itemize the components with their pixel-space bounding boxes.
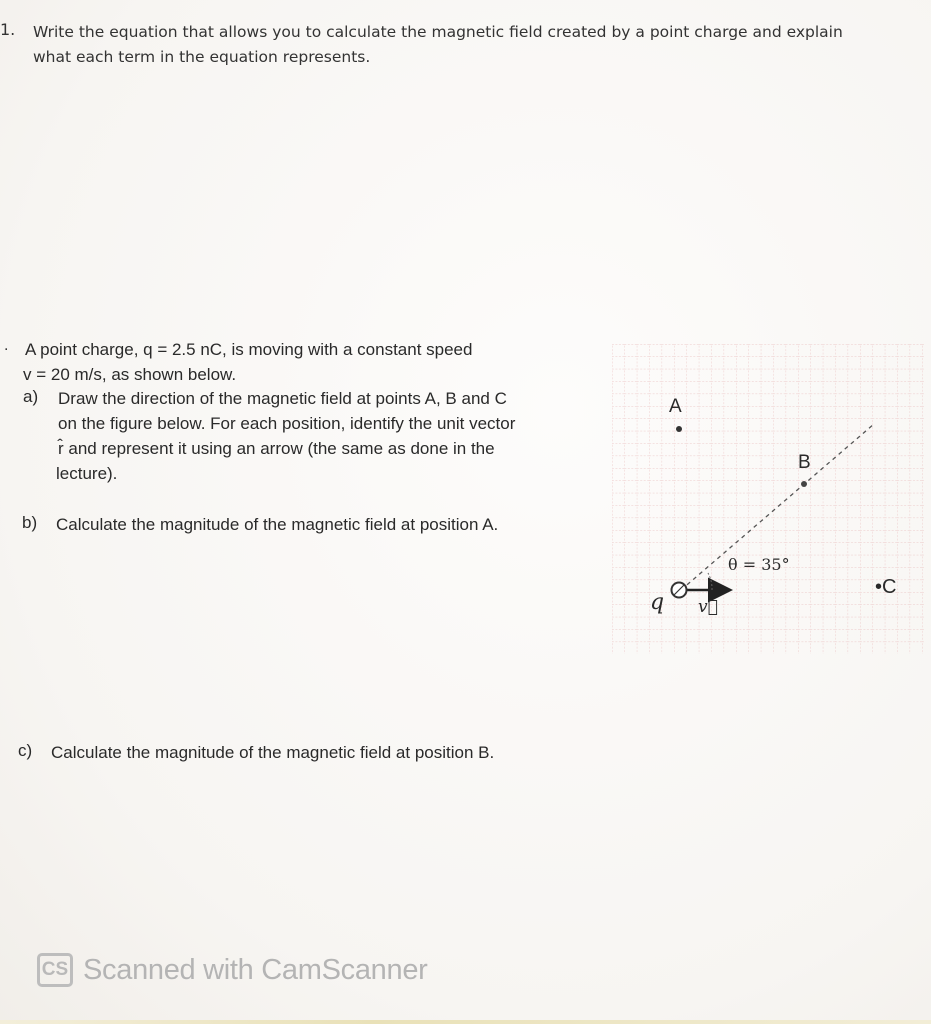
question1-line1: Write the equation that allows you to calculate the magnetic field created by a point charge and explain: [33, 23, 843, 41]
part-a-label: a): [23, 387, 39, 406]
point-b-dot: [801, 481, 807, 487]
charge-label: q: [650, 590, 665, 615]
part-b-label: b): [22, 513, 38, 532]
angle-label: θ = 35°: [728, 555, 790, 574]
part-a-line4: lecture).: [56, 464, 118, 483]
question2-intro-line1: A point charge, q = 2.5 nC, is moving with a constant speed: [25, 340, 473, 359]
charge-figure: [612, 344, 924, 654]
part-b-text: Calculate the magnitude of the magnetic field at position A.: [56, 515, 499, 534]
question1-line2: what each term in the equation represents.: [33, 48, 371, 66]
question2-number: .: [4, 337, 9, 354]
part-a-line1: Draw the direction of the magnetic field at points A, B and C: [58, 389, 507, 408]
part-a-line3: r̂ and represent it using an arrow (the same as done in the: [58, 439, 495, 458]
camscanner-text: Scanned with CamScanner: [83, 953, 428, 986]
part-a-line2: on the figure below. For each position, identify the unit vector: [58, 414, 516, 433]
point-c-label: •C: [875, 576, 897, 598]
question2-intro-line2: v = 20 m/s, as shown below.: [23, 365, 237, 384]
point-a-dot: [676, 426, 682, 432]
part-c-text: Calculate the magnitude of the magnetic field at position B.: [51, 743, 495, 762]
velocity-label: v⃗: [698, 597, 718, 617]
point-a-label: A: [669, 396, 682, 417]
camscanner-watermark: [37, 948, 428, 992]
camscanner-logo: CS: [37, 953, 73, 987]
part-c-label: c): [18, 741, 33, 760]
question1-number: 1.: [0, 20, 16, 39]
point-b-label: B: [798, 452, 811, 473]
page-bottom-edge: [0, 1020, 931, 1024]
